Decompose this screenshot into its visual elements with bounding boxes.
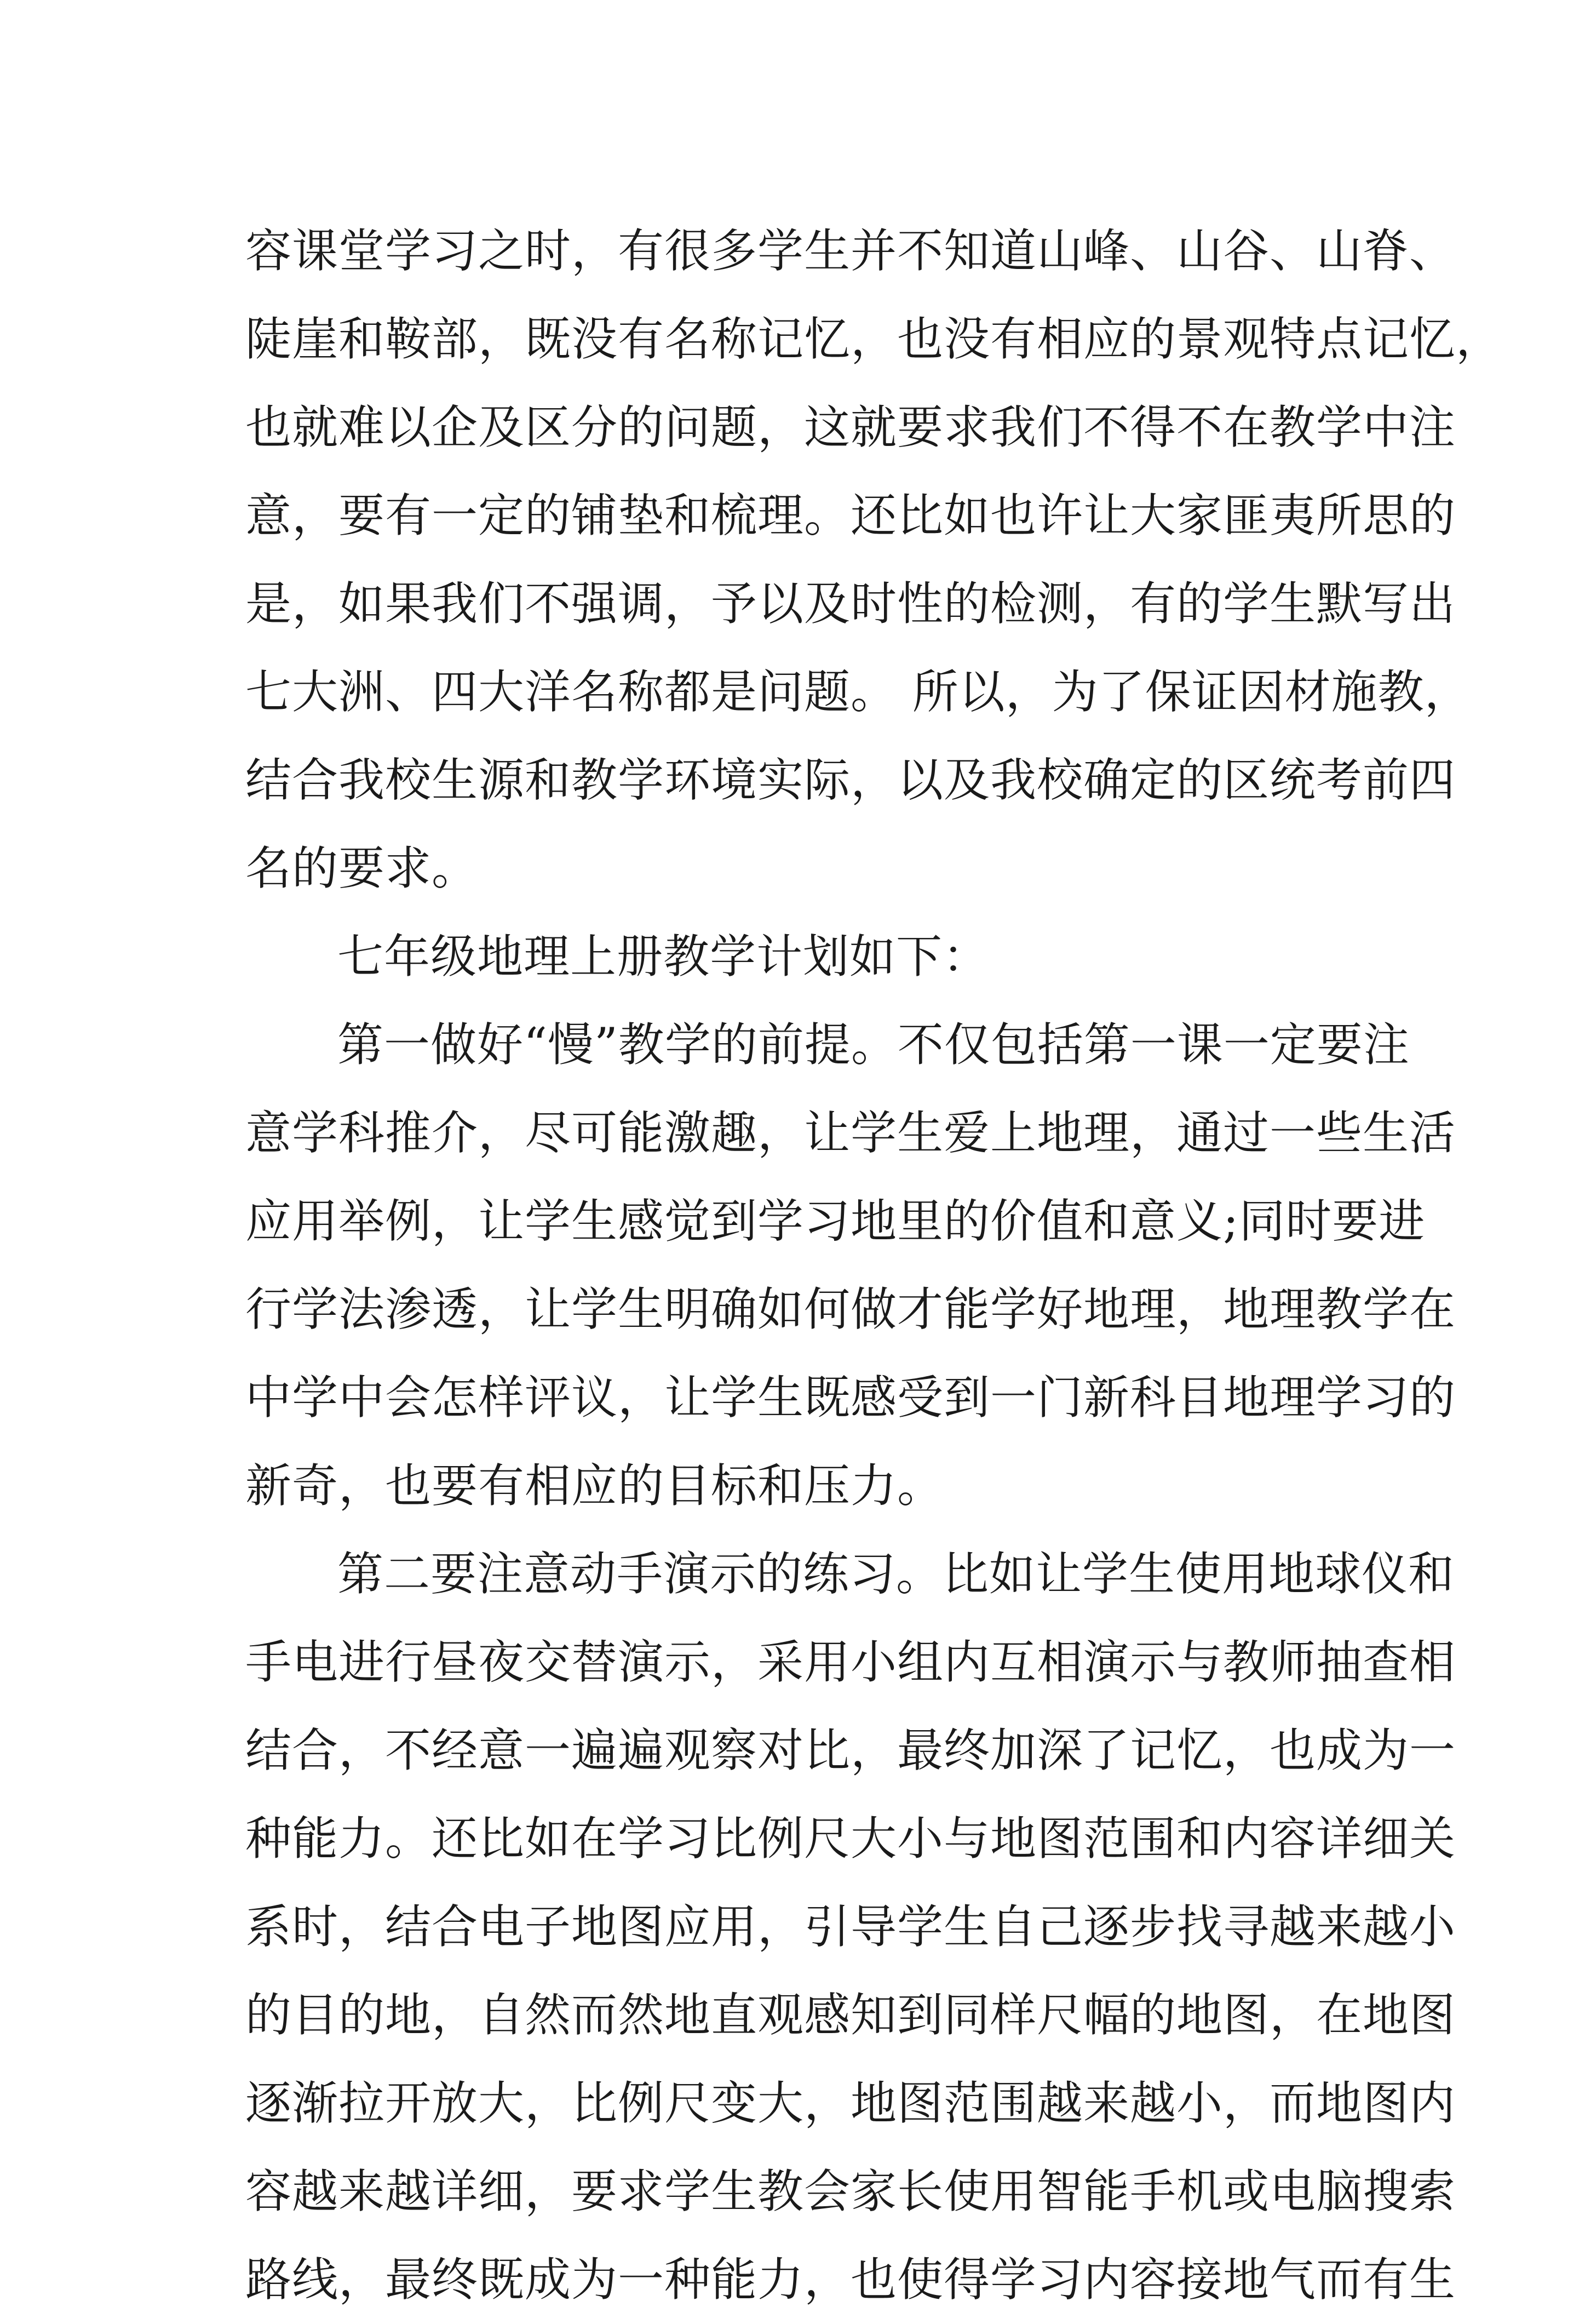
text-line: 种能力。还比如在学习比例尺大小与地图范围和内容详细关	[245, 1812, 1456, 1865]
text-line: 结合我校生源和教学环境实际，以及我校确定的区统考前四	[245, 753, 1456, 807]
text-line: 新奇，也要有相应的目标和压力。	[245, 1459, 944, 1513]
text-line: 容越来越详细，要求学生教会家长使用智能手机或电脑搜索	[245, 2165, 1456, 2218]
text-line: 容课堂学习之时，有很多学生并不知道山峰、山谷、山脊、	[245, 224, 1456, 278]
text-line: 意，要有一定的铺垫和梳理。还比如也许让大家匪夷所思的	[245, 489, 1456, 542]
text-line: 应用举例，让学生感觉到学习地里的价值和意义;同时要进	[245, 1194, 1426, 1248]
text-line: 七大洲、四大洋名称都是问题。 所以，为了保证因材施教，	[245, 665, 1471, 719]
text-line: 行学法渗透，让学生明确如何做才能学好地理，地理教学在	[245, 1283, 1456, 1336]
text-line: 结合，不经意一遍遍观察对比，最终加深了记忆，也成为一	[245, 1724, 1456, 1777]
text-line: 中学中会怎样评议，让学生既感受到一门新科目地理学习的	[245, 1371, 1456, 1424]
text-line: 第二要注意动手演示的练习。比如让学生使用地球仪和	[337, 1547, 1455, 1601]
text-line: 路线，最终既成为一种能力，也使得学习内容接地气而有生	[245, 2253, 1456, 2306]
text-line: 意学科推介，尽可能激趣，让学生爱上地理，通过一些生活	[245, 1106, 1456, 1160]
text-line: 七年级地理上册教学计划如下：	[337, 930, 990, 983]
text-line: 手电进行昼夜交替演示，采用小组内互相演示与教师抽查相	[245, 1635, 1456, 1689]
text-line: 逐渐拉开放大，比例尺变大，地图范围越来越小，而地图内	[245, 2076, 1456, 2130]
text-line: 是，如果我们不强调，予以及时性的检测，有的学生默写出	[245, 577, 1456, 631]
text-line: 第一做好“慢”教学的前提。不仅包括第一课一定要注	[337, 1018, 1410, 1072]
text-line: 陡崖和鞍部，既没有名称记忆，也没有相应的景观特点记忆，	[245, 312, 1503, 366]
text-line: 系时，结合电子地图应用，引导学生自己逐步找寻越来越小	[245, 1900, 1456, 1954]
text-line: 的目的地，自然而然地直观感知到同样尺幅的地图，在地图	[245, 1988, 1456, 2042]
body-text	[245, 207, 1503, 2324]
text-line: 名的要求。	[245, 842, 479, 895]
text-line: 也就难以企及区分的问题，这就要求我们不得不在教学中注	[245, 400, 1456, 454]
